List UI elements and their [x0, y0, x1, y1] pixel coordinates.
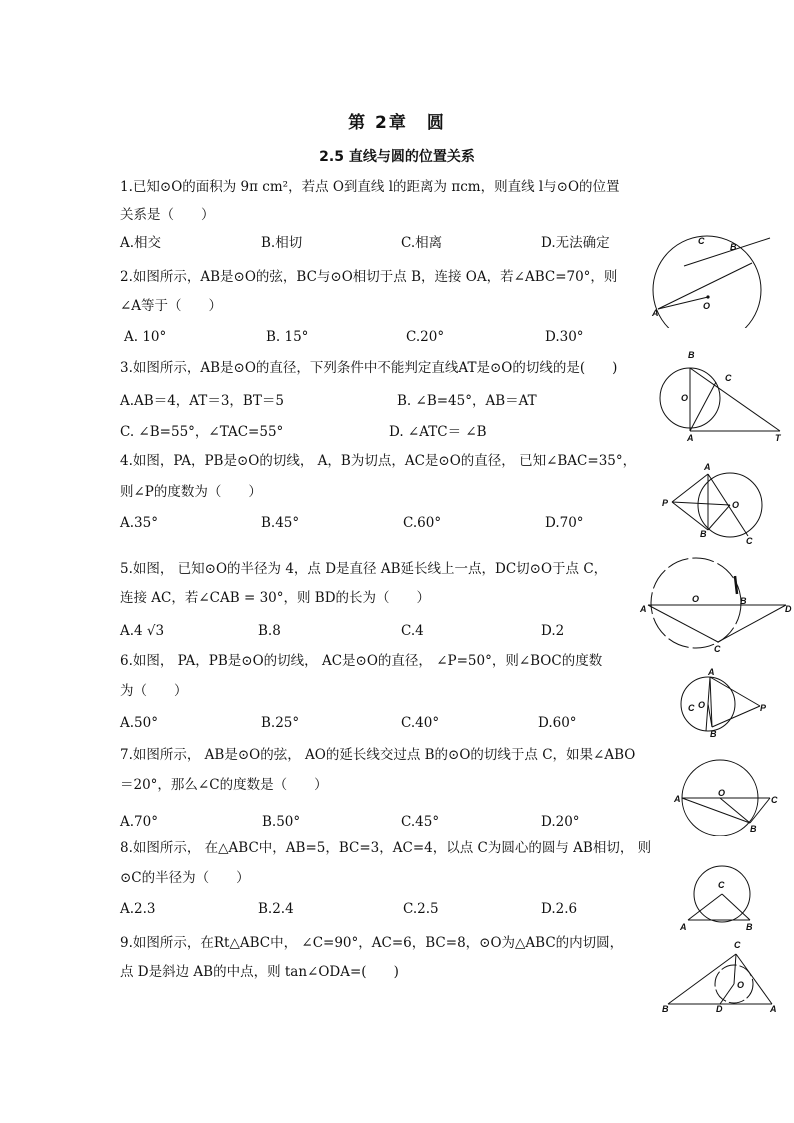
- fig7-chord-ab: [682, 798, 750, 823]
- figure-q6: [668, 668, 774, 740]
- q4-option-c: C.60°: [403, 515, 442, 531]
- q3-option-d: D. ∠ATC＝ ∠B: [389, 424, 487, 440]
- section-title: 2.5 直线与圆的位置关系: [319, 149, 475, 165]
- q8-option-b: B.2.4: [258, 901, 294, 917]
- q3-option-c: C. ∠B=55°，∠TAC=55°: [120, 424, 284, 440]
- fig2-segment-oa: [658, 297, 711, 311]
- q6-option-a: A.50°: [120, 715, 158, 731]
- figure-q8: [678, 858, 768, 934]
- fig2-label-a: A: [652, 308, 659, 318]
- q8-option-c: C.2.5: [403, 901, 439, 917]
- q4-option-b: B.45°: [261, 515, 300, 531]
- fig5-label-d: D: [785, 604, 792, 614]
- q6-option-d: D.60°: [538, 715, 577, 731]
- fig7-segment-ob: [720, 798, 750, 823]
- q4-option-a: A.35°: [120, 515, 158, 531]
- q7-option-a: A.70°: [120, 814, 158, 830]
- fig8-side-bc: [722, 894, 750, 920]
- question-8-line-1: 8.如图所示， 在△ABC中，AB=5，BC=3，AC=4，以点 C为圆心的圆与 AB相切， 则: [120, 840, 652, 856]
- question-4-line-1: 4.如图，PA，PB是⊙O的切线， A，B为切点，AC是⊙O的直径， 已知∠BAC=35°，: [120, 453, 637, 469]
- fig5-label-o: O: [692, 594, 700, 604]
- fig2-center-dot: [706, 295, 709, 298]
- fig9-segment-od: [720, 984, 734, 1004]
- q7-option-b: B.50°: [262, 814, 301, 830]
- fig3-line-ac: [690, 382, 716, 431]
- fig4-segment-ob: [708, 505, 730, 530]
- question-7-line-1: 7.如图所示， AB是⊙O的弦， AO的延长线交过点 B的⊙O的切线于点 C，如果∠ABO: [120, 747, 636, 763]
- q8-option-d: D.2.6: [541, 901, 578, 917]
- question-8-line-2: ⊙C的半径为（ ）: [120, 870, 250, 886]
- q5-option-d: D.2: [541, 623, 565, 639]
- q7-option-c: C.45°: [401, 814, 440, 830]
- question-3-line-1: 3.如图所示，AB是⊙O的直径，下列条件中不能判定直线AT是⊙O的切线的是( ): [120, 360, 618, 376]
- question-9-line-2: 点 D是斜边 AB的中点，则 tan∠ODA=( ): [120, 964, 399, 980]
- fig7-label-c: C: [771, 795, 778, 805]
- q4-option-d: D.70°: [545, 515, 584, 531]
- question-2-line-1: 2.如图所示，AB是⊙O的弦，BC与⊙O相切于点 B，连接 OA，若∠ABC=70°，则: [120, 269, 618, 285]
- question-5-line-2: 连接 AC，若∠CAB = 30°，则 BD的长为（ ）: [120, 590, 431, 606]
- figure-q4: [660, 460, 788, 546]
- q1-option-b: B.相切: [261, 235, 303, 251]
- q3-option-a: A.AB＝4，AT＝3，BT＝5: [120, 393, 284, 409]
- fig7-label-b: B: [750, 824, 757, 834]
- question-7-line-2: ＝20°，那么∠C的度数是（ ）: [120, 777, 328, 793]
- fig5-line-ac: [648, 605, 718, 642]
- q3-option-b: B. ∠B=45°，AB＝AT: [397, 393, 537, 409]
- fig3-line-bt: [690, 368, 780, 431]
- fig4-segment-po: [672, 502, 730, 505]
- fig6-label-b: B: [710, 729, 717, 739]
- fig9-label-a: A: [770, 1004, 777, 1012]
- chapter-title: 第 2章 圆: [348, 113, 446, 133]
- fig4-label-b: B: [700, 529, 707, 539]
- fig5-label-c: C: [714, 644, 721, 654]
- figure-q7: [672, 756, 784, 836]
- fig8-label-a: A: [680, 922, 687, 932]
- fig5-label-a: A: [640, 604, 647, 614]
- fig5-label-b: B: [740, 596, 747, 606]
- q1-option-a: A.相交: [120, 235, 162, 251]
- question-6-line-1: 6.如图， PA，PB是⊙O的切线， AC是⊙O的直径， ∠P=50°，则∠BOC的度数: [120, 653, 603, 669]
- fig2-label-c: C: [698, 236, 705, 246]
- fig3-label-c: C: [725, 373, 732, 383]
- q8-option-a: A.2.3: [120, 901, 156, 917]
- figure-q5: [636, 556, 794, 654]
- figure-q3: [655, 348, 785, 443]
- fig4-label-p: P: [662, 498, 669, 508]
- fig2-tangent-line: [684, 238, 770, 266]
- fig3-label-o: O: [681, 393, 689, 403]
- fig4-label-c: C: [746, 536, 753, 546]
- fig4-label-o: O: [732, 500, 740, 510]
- question-1-line-1: 1.已知⊙O的面积为 9π cm²，若点 O到直线 l的距离为 πcm，则直线 l与⊙O的位置: [120, 179, 620, 195]
- fig6-tangent-pb: [712, 706, 760, 727]
- question-6-line-2: 为（ ）: [120, 683, 188, 699]
- q2-option-d: D.30°: [545, 329, 584, 345]
- fig2-label-o: O: [703, 301, 711, 311]
- fig4-label-a: A: [704, 462, 711, 472]
- question-4-line-2: 则∠P的度数为（ ）: [120, 484, 262, 500]
- fig8-label-b: B: [746, 922, 753, 932]
- fig3-label-t: T: [775, 433, 781, 443]
- question-5-line-1: 5.如图， 已知⊙O的半径为 4，点 D是直径 AB延长线上一点，DC切⊙O于点 C，: [120, 561, 608, 577]
- fig2-label-b: B: [730, 242, 737, 252]
- fig6-label-a: A: [708, 668, 715, 677]
- figure-q2: [650, 232, 780, 328]
- q5-option-c: C.4: [401, 623, 424, 639]
- fig2-circle: [653, 236, 761, 328]
- question-2-line-2: ∠A等于（ ）: [120, 298, 223, 314]
- fig3-label-a: A: [687, 433, 694, 443]
- fig7-tangent-bc: [750, 798, 770, 823]
- fig8-label-c: C: [718, 880, 725, 890]
- question-9-line-1: 9.如图所示，在Rt△ABC中， ∠C=90°，AC=6，BC=8，⊙O为△ABC的内切圆，: [120, 935, 624, 951]
- fig9-label-d: D: [716, 1004, 723, 1012]
- fig9-label-c: C: [734, 940, 741, 950]
- question-1-line-2: 关系是（ ）: [120, 207, 215, 223]
- q2-option-c: C.20°: [406, 329, 445, 345]
- fig9-side-ca: [736, 954, 772, 1004]
- fig3-label-b: B: [688, 350, 695, 360]
- fig4-tangent-pb: [672, 502, 708, 530]
- q2-option-b: B. 15°: [266, 329, 309, 345]
- q6-option-b: B.25°: [261, 715, 300, 731]
- fig7-label-o: O: [718, 788, 726, 798]
- fig6-label-o: O: [698, 700, 706, 710]
- q5-option-a: A.4 √3: [120, 623, 165, 639]
- q6-option-c: C.40°: [401, 715, 440, 731]
- fig7-label-a: A: [674, 794, 681, 804]
- fig5-mark: [735, 576, 737, 594]
- fig9-label-o: O: [737, 980, 745, 990]
- fig9-label-b: B: [662, 1004, 669, 1012]
- fig9-segment-co: [734, 954, 736, 984]
- q1-option-c: C.相离: [401, 235, 443, 251]
- fig5-tangent-dc: [718, 605, 786, 642]
- q5-option-b: B.8: [258, 623, 281, 639]
- figure-q9: [658, 938, 780, 1012]
- q1-option-d: D.无法确定: [541, 235, 610, 251]
- q7-option-d: D.20°: [541, 814, 580, 830]
- q2-option-a: A. 10°: [124, 329, 167, 345]
- fig6-label-p: P: [760, 703, 767, 713]
- fig6-label-c: C: [688, 703, 695, 713]
